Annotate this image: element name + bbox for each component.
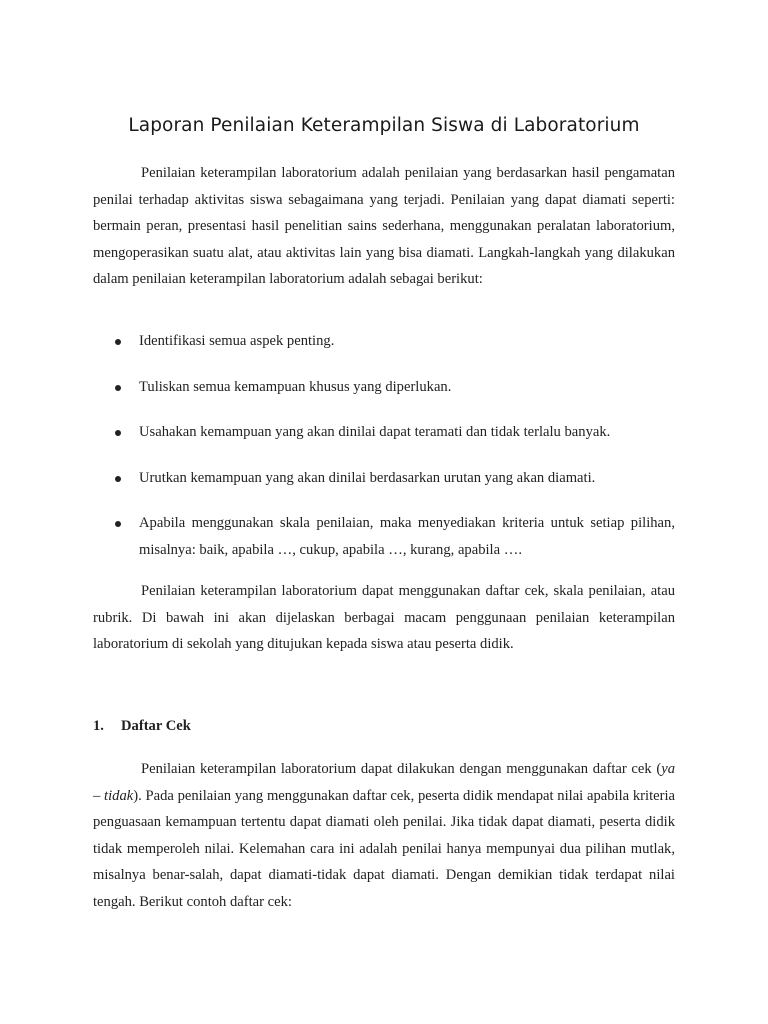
document-title: Laporan Penilaian Keterampilan Siswa di Laboratorium xyxy=(128,115,640,136)
list-item-text: Apabila menggunakan skala penilaian, maka menyediakan kriteria untuk setiap pilihan, misalnya: baik, apabila …, cukup, apabila …, kurang, apabila …. xyxy=(139,515,675,558)
bullet-icon xyxy=(115,385,121,391)
section-title: Daftar Cek xyxy=(121,718,191,734)
bullet-icon xyxy=(115,430,121,436)
list-item xyxy=(93,328,675,355)
section-paragraph-start: Penilaian keterampilan laboratorium dapat dilakukan dengan menggunakan daftar cek ( xyxy=(141,761,662,777)
section-paragraph-italic: ya – tidak xyxy=(93,761,675,804)
list-item xyxy=(93,374,675,401)
section-number: 1. xyxy=(93,718,104,734)
list-item-text: Usahakan kemampuan yang akan dinilai dapat teramati dan tidak terlalu banyak. xyxy=(139,424,611,440)
bullet-icon xyxy=(115,476,121,482)
list-item xyxy=(93,465,675,492)
bullet-icon xyxy=(115,339,121,345)
second-paragraph: Penilaian keterampilan laboratorium dapat menggunakan daftar cek, skala penilaian, atau rubrik. Di bawah ini akan dijelaskan berbagai macam penggunaan penilaian keterampilan laboratorium di sekolah yang ditujukan kepada siswa atau peserta didik. xyxy=(93,583,675,652)
list-item-text: Urutkan kemampuan yang akan dinilai berdasarkan urutan yang akan diamati. xyxy=(139,469,596,486)
steps-list xyxy=(93,328,675,582)
list-item-text: Tuliskan semua kemampuan khusus yang diperlukan. xyxy=(139,378,452,395)
section-heading xyxy=(93,713,191,739)
section-paragraph xyxy=(93,756,675,915)
list-item xyxy=(93,510,675,563)
bullet-icon xyxy=(115,521,121,527)
section-paragraph-rest: ). Pada penilaian yang menggunakan daftar cek, peserta didik mendapat nilai apabila kriteria penguasaan kemampuan tertentu dapat diamati oleh penilai. Jika tidak dapat diamati, peserta didik tidak memperoleh nilai. Kelemahan cara ini adalah penilai hanya mempunyai dua pilihan mutlak, misalnya benar-salah, dapat diamati-tidak dapat diamati. Dengan demikian tidak terdapat nilai tengah. Berikut contoh daftar cek: xyxy=(93,787,675,910)
list-item-text: Identifikasi semua aspek penting. xyxy=(139,333,335,349)
intro-paragraph: Penilaian keterampilan laboratorium adalah penilaian yang berdasarkan hasil pengamatan penilai terhadap aktivitas siswa sebagaimana yang terjadi. Penilaian yang dapat diamati seperti: bermain peran, presentasi hasil penelitian sains sederhana, menggunakan peralatan laboratorium, mengoperasikan suatu alat, atau aktivitas lain yang bisa diamati. Langkah-langkah yang dilakukan dalam penilaian keterampilan laboratorium adalah sebagai berikut: xyxy=(93,165,675,287)
list-item xyxy=(93,419,675,446)
